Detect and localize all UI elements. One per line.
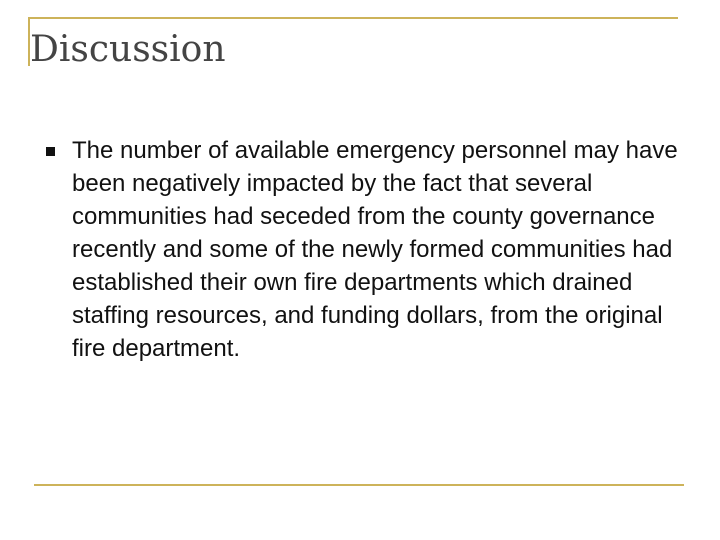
top-accent-rule <box>28 17 678 19</box>
bullet-text: The number of available emergency personnel may have been negatively impacted by the fact that several communities had seceded from the county governance recently and some of the newly formed communities had established their own fire departments which drained staffing resources, and funding dollars, from the original fire department. <box>72 137 678 362</box>
slide-title: Discussion <box>30 26 230 74</box>
square-bullet-icon <box>46 147 55 156</box>
bottom-accent-rule <box>34 484 684 486</box>
bullet-list <box>46 134 686 365</box>
bullet-item <box>46 134 686 365</box>
